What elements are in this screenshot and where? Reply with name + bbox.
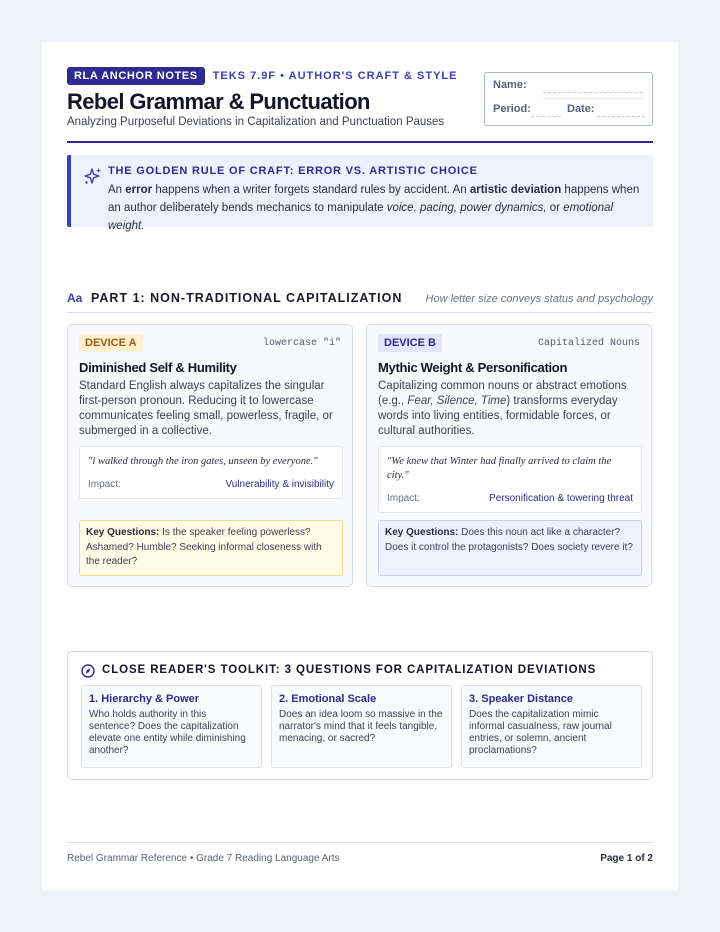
sparkle-icon [83, 166, 103, 186]
text-case-icon: Aa [67, 291, 83, 305]
page-number: Page 1 of 2 [600, 853, 653, 864]
footer-source: Rebel Grammar Reference • Grade 7 Reading Language Arts [67, 853, 340, 864]
impact-value: Personification & towering threat [489, 493, 633, 504]
divider [543, 98, 643, 99]
date-field[interactable] [597, 116, 645, 117]
impact-value: Vulnerability & invisibility [225, 479, 334, 490]
example-quote-box [378, 446, 642, 513]
compass-icon [81, 664, 95, 678]
device-description: Capitalizing common nouns or abstract emotions (e.g., Fear, Silence, Time) transforms everyday words into living entities, formidable forces, or cultural authorities. [378, 380, 627, 437]
impact-label: Impact: [387, 493, 420, 504]
device-code: Capitalized Nouns [537, 338, 640, 349]
close-reader-toolkit [67, 651, 653, 780]
part1-header [67, 289, 653, 313]
header-rule [67, 141, 653, 143]
device-title: Diminished Self & Humility [79, 360, 237, 375]
toolkit-item-heading: 2. Emotional Scale [279, 693, 377, 705]
toolkit-item-body: Does an idea loom so massive in the narrator's mind that it feels tangible, menacing, or sacred? [279, 709, 443, 744]
toolkit-item [271, 685, 452, 768]
example-quote: "We knew that Winter had finally arrived to claim the city." [387, 456, 612, 481]
toolkit-item [461, 685, 642, 768]
teks-label: TEKS 7.9F • AUTHOR'S CRAFT & STYLE [212, 70, 458, 82]
key-questions-box: Key Questions: Does this noun act like a character? Does it control the protagonists? Does society revere it? [378, 520, 642, 576]
golden-rule-callout [67, 155, 653, 232]
toolkit-item [81, 685, 262, 768]
device-badge: DEVICE A [79, 334, 143, 352]
period-label: Period: [493, 103, 531, 115]
impact-label: Impact: [88, 479, 121, 490]
toolkit-item-body: Does the capitalization mimic informal casualness, raw journal entries, or solemn, ancient proclamations? [469, 709, 612, 756]
part1-title: PART 1: NON-TRADITIONAL CAPITALIZATION [91, 291, 403, 305]
device-b-card [366, 324, 652, 587]
device-description: Standard English always capitalizes the singular first-person pronoun. Reducing it to lowercase communicates feeling small, powerless, fragile, or submerged in a collective. [79, 380, 333, 437]
toolkit-item-heading: 1. Hierarchy & Power [89, 693, 200, 705]
name-field[interactable] [543, 92, 643, 93]
device-title: Mythic Weight & Personification [378, 360, 568, 375]
name-period-date-box [484, 72, 653, 126]
page-footer [67, 842, 653, 868]
device-code: lowercase "i" [262, 338, 341, 349]
toolkit-item-body: Who holds authority in this sentence? Does the capitalization elevate one entity while diminishing another? [89, 709, 246, 756]
anchor-notes-pill: RLA ANCHOR NOTES [67, 67, 205, 85]
page-subtitle: Analyzing Purposeful Deviations in Capitalization and Punctuation Pauses [67, 116, 445, 128]
golden-rule-text: An error happens when a writer forgets standard rules by accident. An artistic deviation happens when an author deliberately bends mechanics to manipulate voice, pacing, power dynamics, or emotional weight. [108, 184, 640, 232]
golden-rule-title: THE GOLDEN RULE OF CRAFT: ERROR VS. ARTISTIC CHOICE [108, 165, 478, 177]
tag-row [67, 67, 457, 85]
toolkit-title: CLOSE READER'S TOOLKIT: 3 QUESTIONS FOR CAPITALIZATION DEVIATIONS [102, 664, 597, 676]
page-title: Rebel Grammar & Punctuation [67, 89, 370, 114]
name-label: Name: [493, 79, 527, 91]
toolkit-item-heading: 3. Speaker Distance [469, 693, 573, 705]
worksheet-page [42, 42, 678, 890]
part1-note: How letter size conveys status and psychology [425, 293, 653, 305]
period-field[interactable] [531, 116, 561, 117]
key-questions-box: Key Questions: Is the speaker feeling powerless? Ashamed? Humble? Seeking informal closeness with the reader? [79, 520, 343, 576]
example-quote: "i walked through the iron gates, unseen by everyone." [88, 456, 318, 467]
date-label: Date: [567, 103, 595, 115]
example-quote-box [79, 446, 343, 499]
device-a-card [67, 324, 353, 587]
device-badge: DEVICE B [378, 334, 442, 352]
